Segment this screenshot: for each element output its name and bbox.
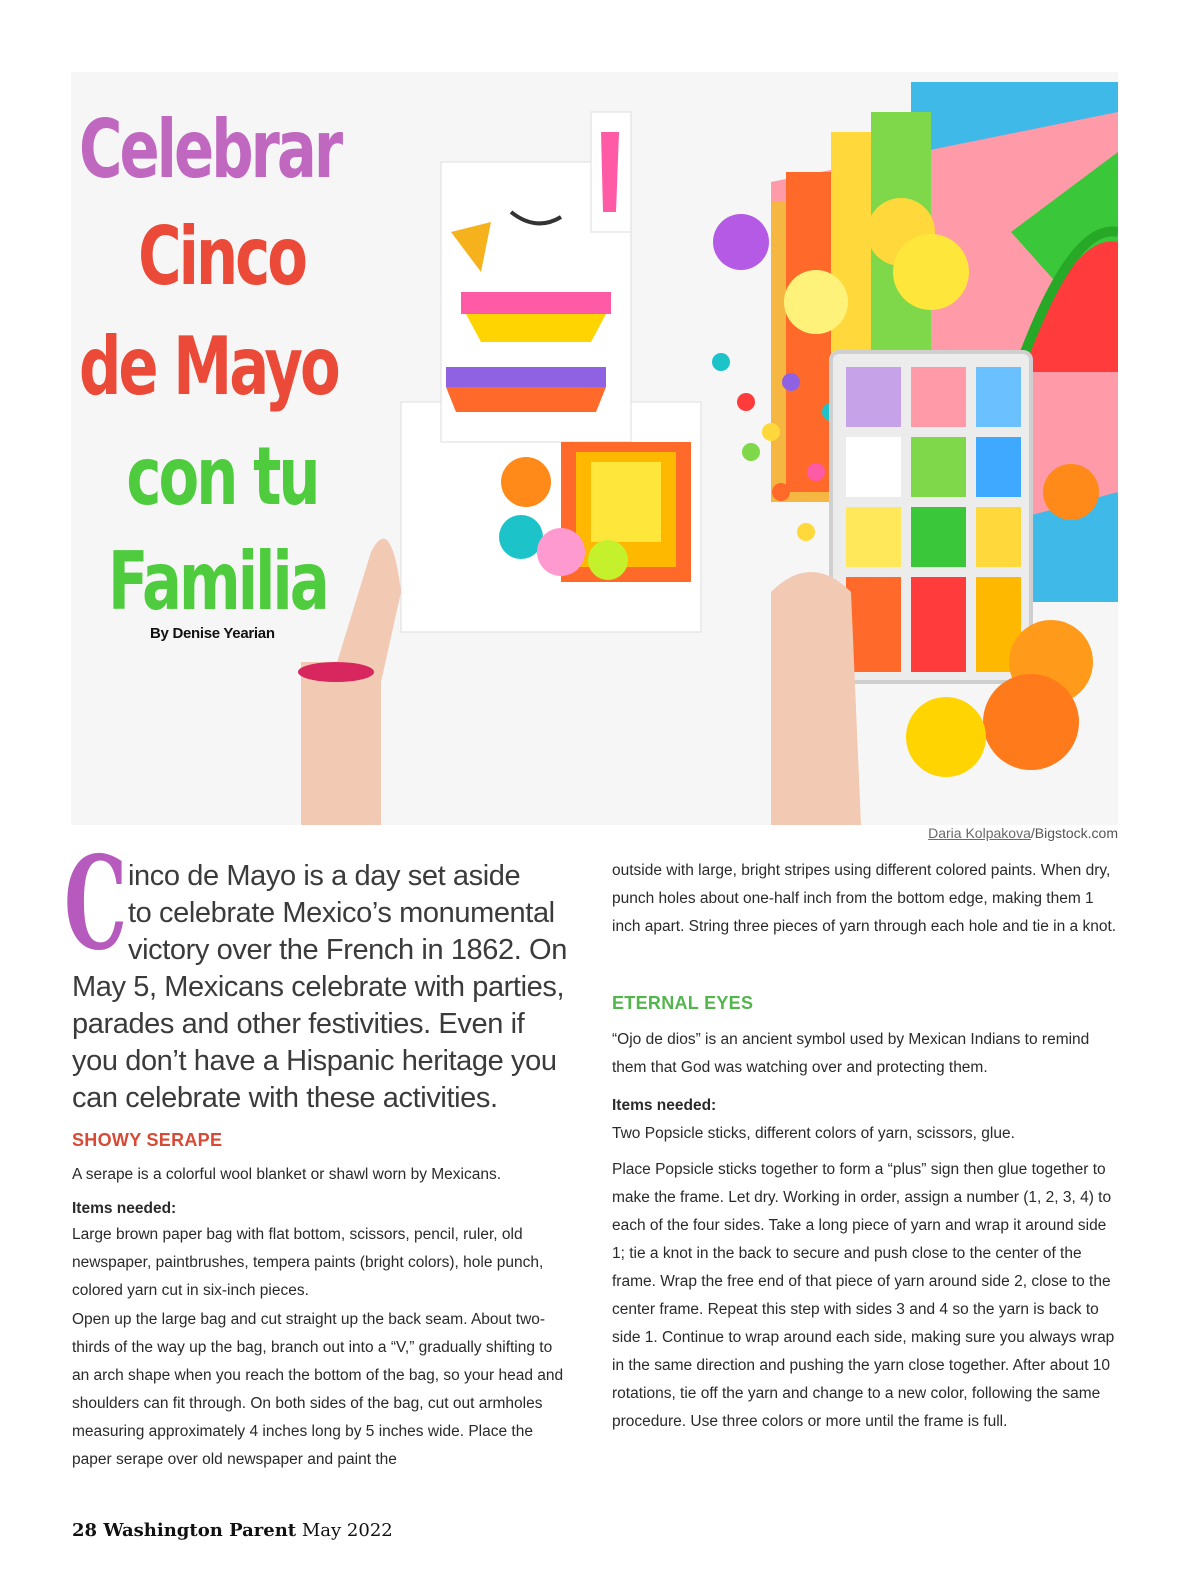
issue-date: May 2022 [301, 1520, 393, 1541]
drop-cap: C [64, 829, 128, 979]
title-line-2: Cinco [138, 210, 306, 303]
title-line-4: con tu [126, 430, 318, 523]
photo-credit [928, 825, 1118, 841]
page-footer [72, 1520, 393, 1541]
eyes-items: Two Popsicle sticks, different colors of yarn, scissors, glue. [612, 1125, 1015, 1142]
serape-items-label: Items needed: [72, 1200, 177, 1217]
serape-items: Large brown paper bag with flat bottom, scissors, pencil, ruler, old newspaper, paintbrushes, tempera paints (bright colors), hole punch, colored yarn cut in six-inch pieces. [72, 1226, 544, 1299]
title-line-1: Celebrar [79, 103, 341, 196]
serape-instructions: Open up the large bag and cut straight up the back seam. About two-thirds of the way up the bag, branch out into a “V,” gradually shifting to an arch shape when you reach the bottom of the bag, so your head and shoulders can fit through. On both sides of the bag, cut out armholes measuring approximately 4 inches long by 5 inches wide. Place the paper serape over old newspaper and paint the [72, 1311, 564, 1468]
intro-line-6: you don’t have a Hispanic heritage you [72, 1045, 557, 1077]
serape-instructions-continued: outside with large, bright stripes using different colored paints. When dry, punch holes about one-half inch from the bottom edge, making them 1 inch apart. String three pieces of yarn through each hole and tie in a knot. [612, 862, 1117, 935]
byline: By Denise Yearian [150, 625, 275, 642]
serape-description: A serape is a colorful wool blanket or shawl worn by Mexicans. [72, 1166, 502, 1183]
section-heading-eyes: ETERNAL EYES [612, 993, 754, 1013]
hero-photo [71, 72, 1118, 825]
title-line-5: Familia [108, 535, 327, 628]
intro-line-2: to celebrate Mexico’s monumental [128, 897, 555, 929]
eyes-description: “Ojo de dios” is an ancient symbol used by Mexican Indians to remind them that God was watching over and protecting them. [612, 1031, 1090, 1076]
intro-line-3: victory over the French in 1862. On [128, 934, 567, 966]
title-line-3: de Mayo [79, 320, 338, 413]
intro-line-7: can celebrate with these activities. [72, 1082, 498, 1114]
magazine-name: Washington Parent [103, 1520, 297, 1541]
intro-line-1: inco de Mayo is a day set aside [128, 860, 521, 892]
section-heading-serape: SHOWY SERAPE [72, 1130, 223, 1150]
page-number: 28 [72, 1520, 98, 1541]
photo-credit-name[interactable]: Daria Kolpakova [928, 825, 1031, 841]
eyes-items-label: Items needed: [612, 1097, 717, 1114]
intro-line-4: May 5, Mexicans celebrate with parties, [72, 971, 565, 1003]
eyes-instructions: Place Popsicle sticks together to form a “plus” sign then glue together to make the frame. Let dry. Working in order, assign a number (1, 2, 3, 4) to each of the four sides. Take a long piece of yarn and wrap it around side 1; tie a knot in the back to secure and push close to the center of the frame. Wrap the free end of that piece of yarn around side 2, close to the center frame. Repeat this step with sides 3 and 4 so the yarn is back to side 1. Continue to wrap around each side, making sure you always wrap in the same direction and pushing the yarn close together. After about 10 rotations, tie off the yarn and change to a new color, following the same procedure. Use three colors or more until the frame is full. [612, 1161, 1115, 1430]
photo-credit-source: /Bigstock.com [1030, 825, 1118, 841]
intro-line-5: parades and other festivities. Even if [72, 1008, 525, 1040]
